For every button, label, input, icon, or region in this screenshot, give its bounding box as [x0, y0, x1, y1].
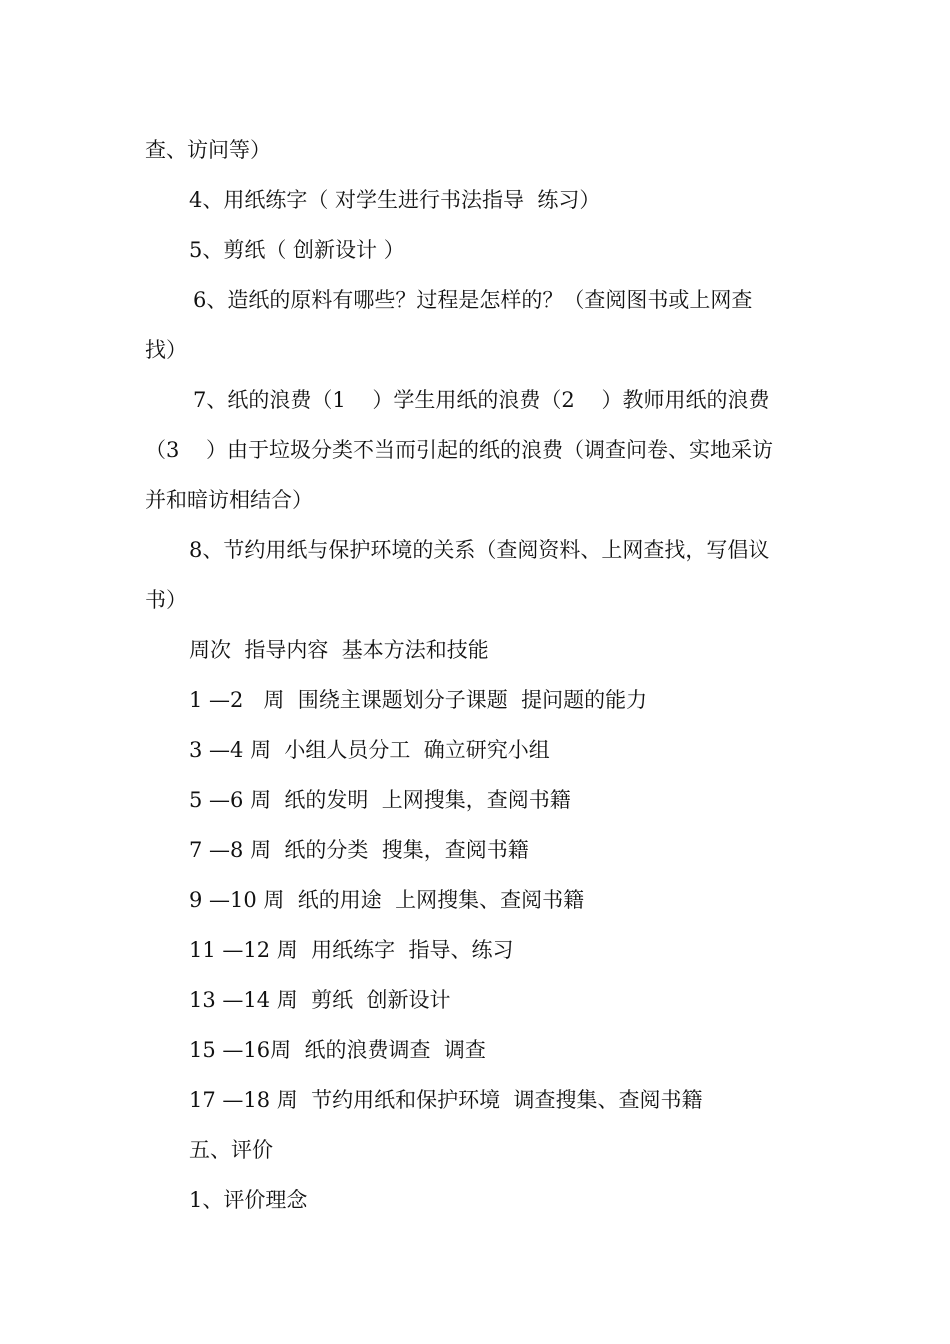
text-line: 7、纸的浪费（1 ）学生用纸的浪费（2 ）教师用纸的浪费: [193, 388, 770, 412]
text-line: 1 —2 周 围绕主课题划分子课题 提问题的能力: [189, 688, 648, 712]
text-line: 找）: [145, 338, 187, 362]
section-heading: 五、评价: [189, 1138, 273, 1162]
text-line: 查、访问等）: [145, 138, 271, 162]
text-line: 7 —8 周 纸的分类 搜集，查阅书籍: [189, 838, 529, 862]
text-line: 3 —4 周 小组人员分工 确立研究小组: [189, 738, 550, 762]
text-line: 5、剪纸（ 创新设计 ）: [189, 238, 405, 262]
text-line: （3 ）由于垃圾分类不当而引起的纸的浪费（调查问卷、实地采访: [145, 438, 774, 462]
text-line: 9 —10 周 纸的用途 上网搜集、查阅书籍: [189, 888, 585, 912]
text-line: 17 —18 周 节约用纸和保护环境 调查搜集、查阅书籍: [189, 1088, 703, 1112]
text-line: 6、造纸的原料有哪些？过程是怎样的？（查阅图书或上网查: [193, 288, 753, 312]
subsection-heading: 1、评价理念: [189, 1188, 308, 1212]
text-line: 周次 指导内容 基本方法和技能: [189, 638, 489, 662]
text-line: 5 —6 周 纸的发明 上网搜集，查阅书籍: [189, 788, 571, 812]
text-line: 4、用纸练字（ 对学生进行书法指导 练习）: [189, 188, 601, 212]
text-line: 13 —14 周 剪纸 创新设计: [189, 988, 451, 1012]
text-line: 11 —12 周 用纸练字 指导、练习: [189, 938, 514, 962]
text-line: 8、节约用纸与保护环境的关系（查阅资料、上网查找，写倡议: [189, 538, 770, 562]
text-line: 15 —16周 纸的浪费调查 调查: [189, 1038, 486, 1062]
text-line: 并和暗访相结合）: [145, 488, 313, 512]
text-line: 书）: [145, 588, 187, 612]
